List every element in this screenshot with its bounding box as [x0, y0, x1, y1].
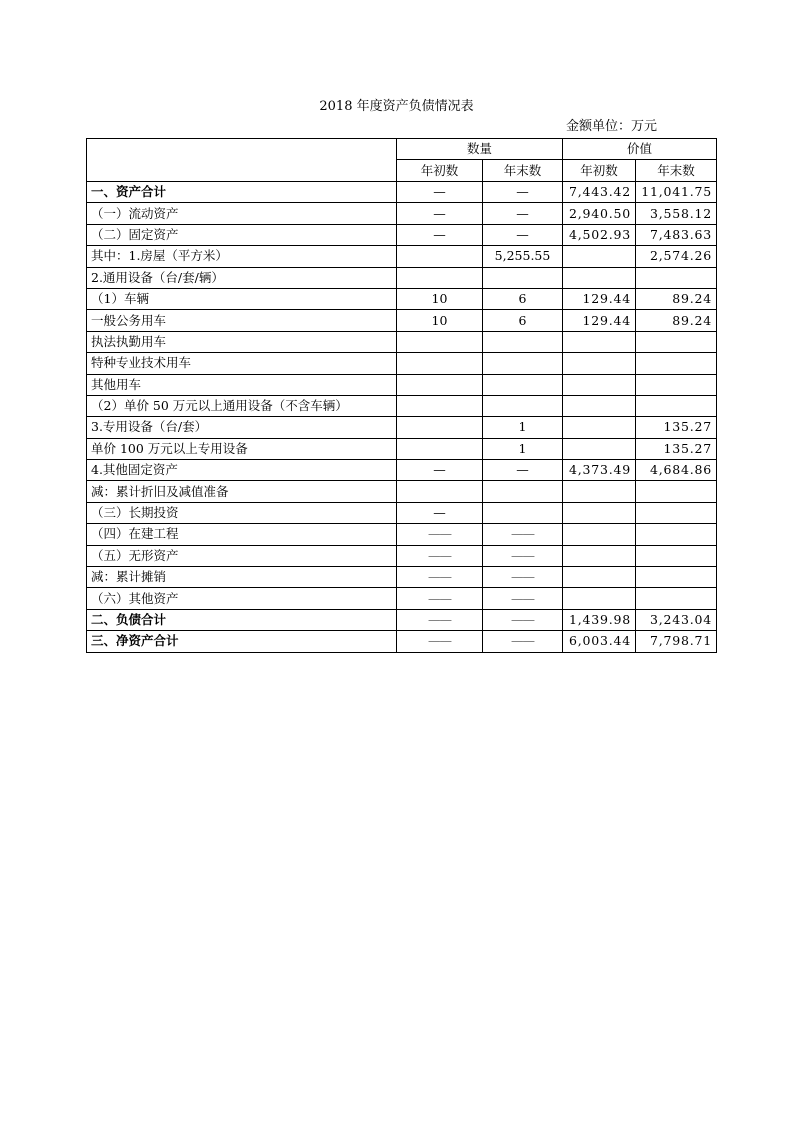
table-row [87, 395, 717, 416]
quantity-begin-cell: — [397, 460, 483, 481]
value-end-cell: 3,243.04 [636, 609, 717, 630]
quantity-begin-cell: —— [397, 524, 483, 545]
table-row [87, 631, 717, 652]
quantity-end-cell [483, 353, 563, 374]
value-end-cell [636, 267, 717, 288]
value-begin-cell [563, 588, 636, 609]
quantity-end-cell: 6 [483, 310, 563, 331]
quantity-begin-cell [397, 374, 483, 395]
row-label: 其他用车 [87, 374, 397, 395]
value-begin-cell: 4,373.49 [563, 460, 636, 481]
table-header-row-groups [87, 139, 717, 160]
table-row [87, 182, 717, 203]
table-row [87, 288, 717, 309]
quantity-begin-cell [397, 267, 483, 288]
quantity-begin-cell [397, 417, 483, 438]
row-label: 特种专业技术用车 [87, 353, 397, 374]
value-end-cell: 4,684.86 [636, 460, 717, 481]
unit-note: 金额单位：万元 [566, 119, 658, 134]
row-label: （四）在建工程 [87, 524, 397, 545]
table-row [87, 353, 717, 374]
table-row [87, 545, 717, 566]
row-label: （三）长期投资 [87, 502, 397, 523]
quantity-end-cell [483, 331, 563, 352]
value-begin-cell [563, 545, 636, 566]
quantity-begin-cell [397, 395, 483, 416]
row-label: 3.专用设备（台/套） [87, 417, 397, 438]
quantity-end-cell: —— [483, 567, 563, 588]
value-begin-cell: 4,502.93 [563, 224, 636, 245]
header-value-begin: 年初数 [563, 160, 636, 182]
row-label: （五）无形资产 [87, 545, 397, 566]
row-label: 减：累计摊销 [87, 567, 397, 588]
value-end-cell [636, 374, 717, 395]
table-row [87, 224, 717, 245]
quantity-end-cell: —— [483, 609, 563, 630]
row-label: 4.其他固定资产 [87, 460, 397, 481]
value-end-cell: 135.27 [636, 438, 717, 459]
row-label: 减：累计折旧及减值准备 [87, 481, 397, 502]
quantity-begin-cell: — [397, 203, 483, 224]
value-begin-cell [563, 524, 636, 545]
value-end-cell [636, 545, 717, 566]
quantity-end-cell: —— [483, 588, 563, 609]
header-value-end: 年末数 [636, 160, 717, 182]
value-end-cell: 89.24 [636, 288, 717, 309]
table-row [87, 567, 717, 588]
quantity-begin-cell: 10 [397, 310, 483, 331]
quantity-end-cell: 6 [483, 288, 563, 309]
balance-sheet-table [86, 138, 717, 653]
quantity-end-cell: 1 [483, 438, 563, 459]
row-label: 其中：1.房屋（平方米） [87, 246, 397, 267]
value-begin-cell [563, 481, 636, 502]
quantity-end-cell: — [483, 182, 563, 203]
quantity-end-cell: 5,255.55 [483, 246, 563, 267]
value-begin-cell [563, 438, 636, 459]
header-quantity-end: 年末数 [483, 160, 563, 182]
value-end-cell [636, 353, 717, 374]
quantity-end-cell: — [483, 224, 563, 245]
quantity-end-cell: — [483, 460, 563, 481]
table-row [87, 417, 717, 438]
row-label: （2）单价 50 万元以上通用设备（不含车辆） [87, 395, 397, 416]
table-row [87, 374, 717, 395]
quantity-end-cell: — [483, 203, 563, 224]
quantity-begin-cell [397, 438, 483, 459]
table-row [87, 203, 717, 224]
row-label: （1）车辆 [87, 288, 397, 309]
row-label: 2.通用设备（台/套/辆） [87, 267, 397, 288]
quantity-end-cell [483, 395, 563, 416]
row-label: （六）其他资产 [87, 588, 397, 609]
quantity-end-cell [483, 267, 563, 288]
value-end-cell: 135.27 [636, 417, 717, 438]
value-begin-cell: 129.44 [563, 310, 636, 331]
table-row [87, 460, 717, 481]
value-end-cell: 7,483.63 [636, 224, 717, 245]
value-end-cell [636, 395, 717, 416]
value-begin-cell [563, 417, 636, 438]
value-end-cell [636, 567, 717, 588]
quantity-end-cell: —— [483, 524, 563, 545]
value-end-cell [636, 588, 717, 609]
quantity-end-cell: —— [483, 545, 563, 566]
table-row [87, 331, 717, 352]
quantity-begin-cell: —— [397, 567, 483, 588]
value-begin-cell [563, 331, 636, 352]
value-begin-cell [563, 567, 636, 588]
quantity-end-cell [483, 481, 563, 502]
row-label: 一、资产合计 [87, 182, 397, 203]
value-end-cell: 2,574.26 [636, 246, 717, 267]
value-begin-cell [563, 246, 636, 267]
table-row [87, 481, 717, 502]
quantity-begin-cell: — [397, 182, 483, 203]
row-label: 二、负债合计 [87, 609, 397, 630]
value-begin-cell: 7,443.42 [563, 182, 636, 203]
table-row [87, 267, 717, 288]
page-title: 2018 年度资产负债情况表 [319, 99, 474, 114]
value-end-cell [636, 524, 717, 545]
quantity-end-cell: 1 [483, 417, 563, 438]
value-end-cell [636, 502, 717, 523]
table-row [87, 588, 717, 609]
quantity-begin-cell: —— [397, 545, 483, 566]
quantity-begin-cell: —— [397, 588, 483, 609]
header-item-corner [87, 139, 397, 182]
value-begin-cell: 6,003.44 [563, 631, 636, 652]
value-begin-cell: 129.44 [563, 288, 636, 309]
header-value-group: 价值 [563, 139, 717, 160]
quantity-end-cell: —— [483, 631, 563, 652]
quantity-begin-cell [397, 246, 483, 267]
table-row [87, 246, 717, 267]
value-end-cell: 11,041.75 [636, 182, 717, 203]
row-label: 一般公务用车 [87, 310, 397, 331]
quantity-begin-cell [397, 331, 483, 352]
quantity-begin-cell: 10 [397, 288, 483, 309]
table-row [87, 502, 717, 523]
value-end-cell: 7,798.71 [636, 631, 717, 652]
value-begin-cell [563, 374, 636, 395]
quantity-begin-cell [397, 481, 483, 502]
table-row [87, 524, 717, 545]
row-label: 执法执勤用车 [87, 331, 397, 352]
table-row [87, 438, 717, 459]
table-body [87, 182, 717, 653]
value-end-cell: 89.24 [636, 310, 717, 331]
quantity-begin-cell: —— [397, 631, 483, 652]
value-end-cell: 3,558.12 [636, 203, 717, 224]
row-label: （一）流动资产 [87, 203, 397, 224]
quantity-begin-cell: — [397, 224, 483, 245]
header-quantity-group: 数量 [397, 139, 563, 160]
value-begin-cell [563, 353, 636, 374]
value-begin-cell [563, 267, 636, 288]
value-begin-cell: 2,940.50 [563, 203, 636, 224]
quantity-begin-cell: —— [397, 609, 483, 630]
quantity-begin-cell [397, 353, 483, 374]
value-end-cell [636, 481, 717, 502]
value-begin-cell: 1,439.98 [563, 609, 636, 630]
table-row [87, 310, 717, 331]
value-end-cell [636, 331, 717, 352]
table-row [87, 609, 717, 630]
value-begin-cell [563, 395, 636, 416]
row-label: （二）固定资产 [87, 224, 397, 245]
quantity-end-cell [483, 502, 563, 523]
quantity-begin-cell: — [397, 502, 483, 523]
row-label: 三、净资产合计 [87, 631, 397, 652]
header-quantity-begin: 年初数 [397, 160, 483, 182]
row-label: 单价 100 万元以上专用设备 [87, 438, 397, 459]
quantity-end-cell [483, 374, 563, 395]
value-begin-cell [563, 502, 636, 523]
